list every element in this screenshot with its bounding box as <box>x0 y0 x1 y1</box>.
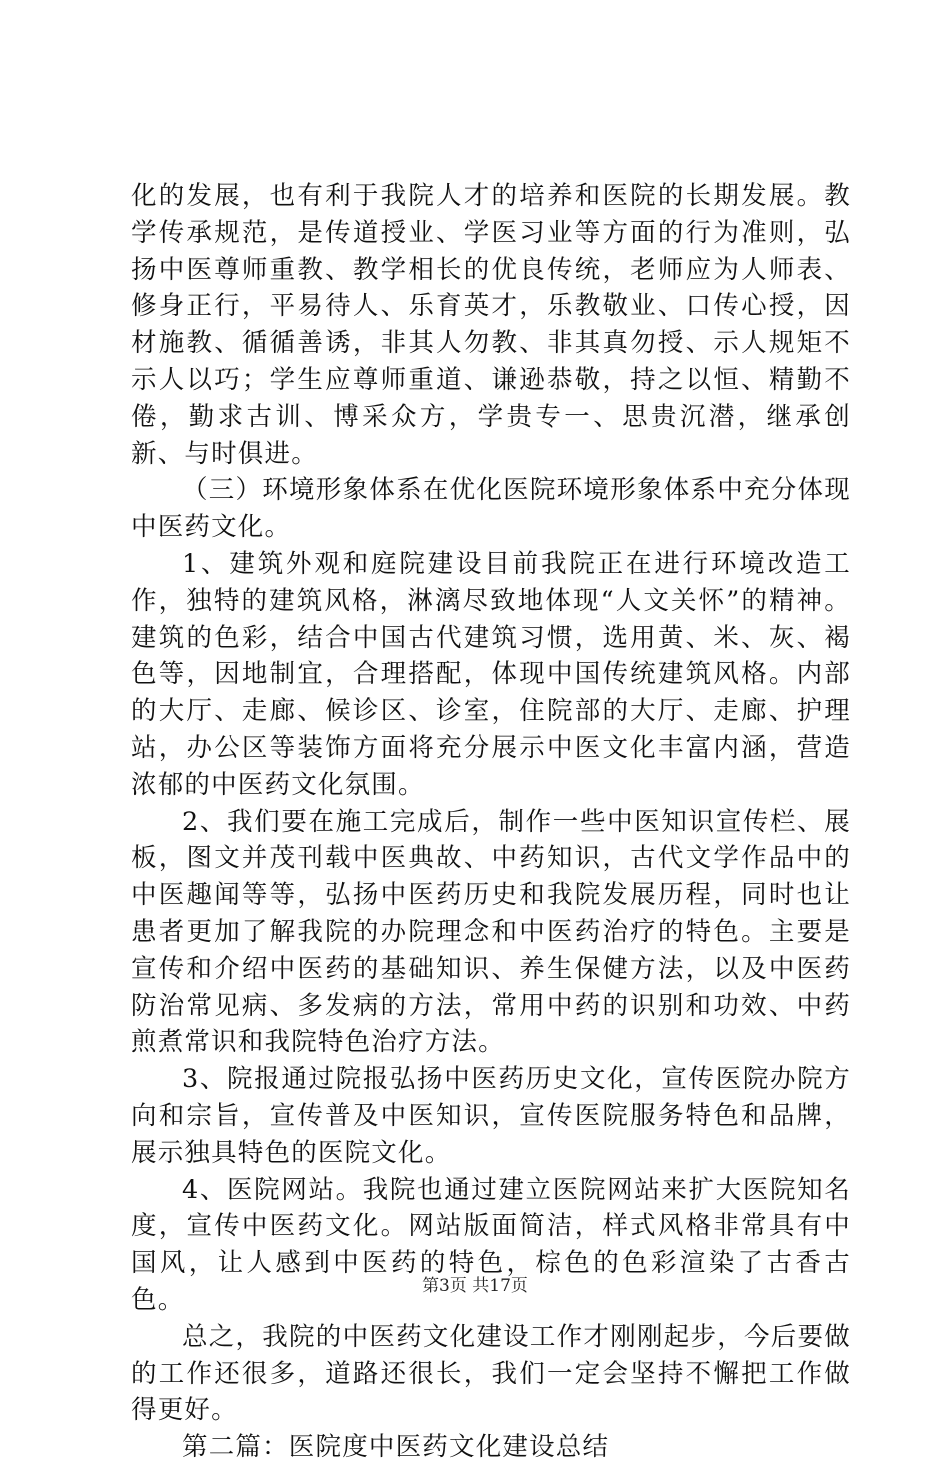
section-heading-environment: （三）环境形象体系在优化医院环境形象体系中充分体现中医药文化。 <box>131 475 851 543</box>
paragraph-display-boards: 2、我们要在施工完成后，制作一些中医知识宣传栏、展板，图文并茂刊载中医典故、中药知识，古代文学作品中的中医趣闻等等，弘扬中医药历史和我院发展历程，同时也让患者更加了解我院的办院理念和中医药治疗的特色。主要是宣传和介绍中医药的基础知识、养生保健方法，以及中医药防治常见病、多发病的方法，常用中药的识别和功效、中药煎煮常识和我院特色治疗方法。 <box>131 806 851 1058</box>
paragraph-architecture: 1、建筑外观和庭院建设目前我院正在进行环境改造工作，独特的建筑风格，淋漓尽致地体现“人文关怀”的精神。建筑的色彩，结合中国古代建筑习惯，选用黄、米、灰、褐色等，因地制宜，合理搭配，体现中国传统建筑风格。内部的大厅、走廊、候诊区、诊室，住院部的大厅、走廊、护理站，办公区等装饰方面将充分展示中医文化丰富内涵，营造浓郁的中医药文化氛围。 <box>131 548 851 800</box>
page-number: 第3页 共17页 <box>422 1276 528 1296</box>
paragraph-conclusion: 总之，我院的中医药文化建设工作才刚刚起步，今后要做的工作还很多，道路还很长，我们一定会坚持不懈把工作做得更好。 <box>131 1321 851 1426</box>
chapter-title: 第二篇：医院度中医药文化建设总结 <box>182 1432 610 1463</box>
paragraph-continuation: 化的发展，也有利于我院人才的培养和医院的长期发展。教学传承规范，是传道授业、学医习业等方面的行为准则，弘扬中医尊师重教、教学相长的优良传统，老师应为人师表、修身正行，平易待人、乐育英才，乐教敬业、口传心授，因材施教、循循善诱，非其人勿教、非其真勿授、示人规矩不示人以巧；学生应尊师重道、谦逊恭敬，持之以恒、精勤不倦，勤求古训、博采众方，学贵专一、思贵沉潜，继承创新、与时俱进。 <box>131 181 851 469</box>
paragraph-hospital-newspaper: 3、院报通过院报弘扬中医药历史文化，宣传医院办院方向和宗旨，宣传普及中医知识，宣传医院服务特色和品牌，展示独具特色的医院文化。 <box>131 1064 851 1168</box>
paragraph-hospital-website: 4、医院网站。我院也通过建立医院网站来扩大医院知名度，宣传中医药文化。网站版面简洁，样式风格非常具有中国风，让人感到中医药的特色，棕色的色彩渲染了古香古色。 <box>131 1174 851 1315</box>
